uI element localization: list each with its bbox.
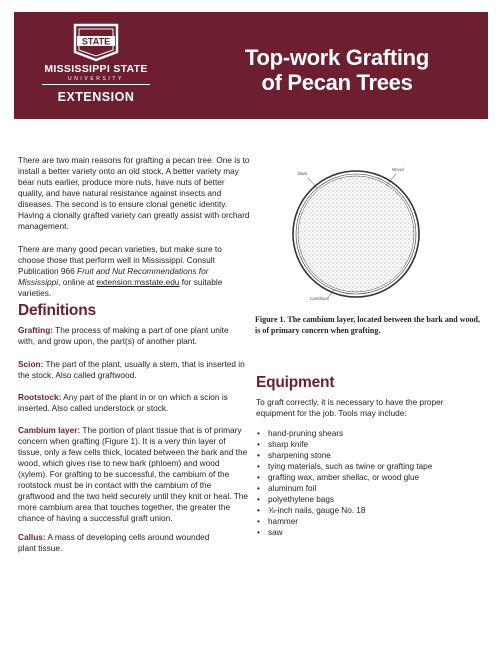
- title-line-2: of Pecan Trees: [261, 70, 413, 95]
- list-item: • hand-pruning shears: [256, 428, 432, 439]
- list-item: • sharp knife: [256, 439, 432, 450]
- term-label: Cambium layer:: [18, 425, 81, 435]
- definitions-heading: Definitions: [18, 302, 96, 319]
- logo-divider: [42, 84, 150, 85]
- cambium-figure: [268, 162, 448, 307]
- definition-text: Any part of the plant in or on which a scion is inserted. Also called understock or stock.: [18, 392, 228, 413]
- msu-extension-logo: [40, 20, 152, 112]
- label-cambium: Cambium: [310, 296, 330, 301]
- intro-p2-text-a: There are many good pecan varieties, but make sure to choose those that perform well in Mississippi. Consult Publication 966: [18, 244, 222, 276]
- brand-name: MISSISSIPPI STATE: [44, 63, 148, 75]
- definition-text: The part of the plant, usually a stem, that is inserted in the stock. Also called graftwood.: [18, 359, 245, 380]
- list-item: • hammer: [256, 516, 432, 527]
- page-title: [204, 45, 470, 95]
- extension-link[interactable]: extension.msstate.edu: [96, 277, 180, 287]
- figure-caption: Figure 1. The cambium layer, located between the bark and wood, is of primary concern when grafting.: [255, 315, 480, 335]
- definition-text: The process of making a part of one plant unite with, and grow upon, the part(s) of another plant.: [18, 325, 229, 346]
- intro-paragraph-2: [18, 244, 250, 299]
- intro-paragraph-1: There are two main reasons for grafting a pecan tree. One is to install a better variety onto an old stock. A better variety may bear nuts earlier, produce more nuts, have nuts of better quality, and have natural resistance against insects and diseases. The second is to ensure clonal genetic identity. Having a clonally grafted variety can greatly assist with orchard management.: [18, 155, 250, 231]
- publication-title: Fruit and Nut Recommendations for Mississippi: [18, 266, 209, 287]
- intro-p2-text-c: for suitable varieties.: [18, 277, 223, 298]
- term-label: Grafting:: [18, 325, 54, 335]
- brand-unit: EXTENSION: [57, 90, 135, 104]
- term-label: Callus:: [18, 532, 46, 542]
- trunk-cross-section-illustration: [268, 162, 448, 302]
- state-shield-icon: [73, 22, 119, 62]
- list-item: • sharpening stone: [256, 450, 432, 461]
- list-item: • tying materials, such as twine or grafting tape: [256, 461, 432, 472]
- equipment-heading: Equipment: [256, 374, 335, 391]
- label-bark: Bark: [298, 171, 308, 176]
- equipment-intro: To graft correctly, it is necessary to have the proper equipment for the job. Tools may include:: [256, 397, 444, 418]
- list-item: • polyethylene bags: [256, 494, 432, 505]
- definition-scion: [18, 359, 246, 381]
- definition-text: A mass of developing cells around wounded plant tissue.: [18, 532, 210, 553]
- definition-callus: [18, 532, 218, 554]
- definition-cambium: [18, 425, 248, 524]
- term-label: Rootstock:: [18, 392, 62, 402]
- definition-rootstock: [18, 392, 246, 414]
- intro-p2-text-b: , online at: [58, 277, 97, 287]
- brand-sub: UNIVERSITY: [67, 76, 124, 82]
- tools-list: [256, 428, 432, 538]
- term-label: Scion:: [18, 359, 44, 369]
- definition-grafting: [18, 325, 246, 347]
- label-wood: Wood: [392, 167, 404, 172]
- list-item: • ⅝-inch nails, gauge No. 18: [256, 505, 432, 516]
- shield-text: STATE: [81, 36, 111, 47]
- definition-text: The portion of plant tissue that is of primary concern when grafting (Figure 1). It is a very thin layer of tissue, only a few cells thick, located between the bark and the wood, which gives rise to new bark (phloem) and wood (xylem). For grafting to be successful, the cambium of the rootstock must be in contact with the cambium of the graftwood and the two held securely until they knit or heal. The more cambium area that touches together, the greater the chance of having a successful graft union.: [18, 425, 248, 523]
- title-line-1: Top-work Grafting: [245, 45, 429, 70]
- list-item: • saw: [256, 527, 432, 538]
- header-banner: [14, 12, 488, 119]
- list-item: • grafting wax, amber shellac, or wood glue: [256, 472, 432, 483]
- list-item: • aluminum foil: [256, 483, 432, 494]
